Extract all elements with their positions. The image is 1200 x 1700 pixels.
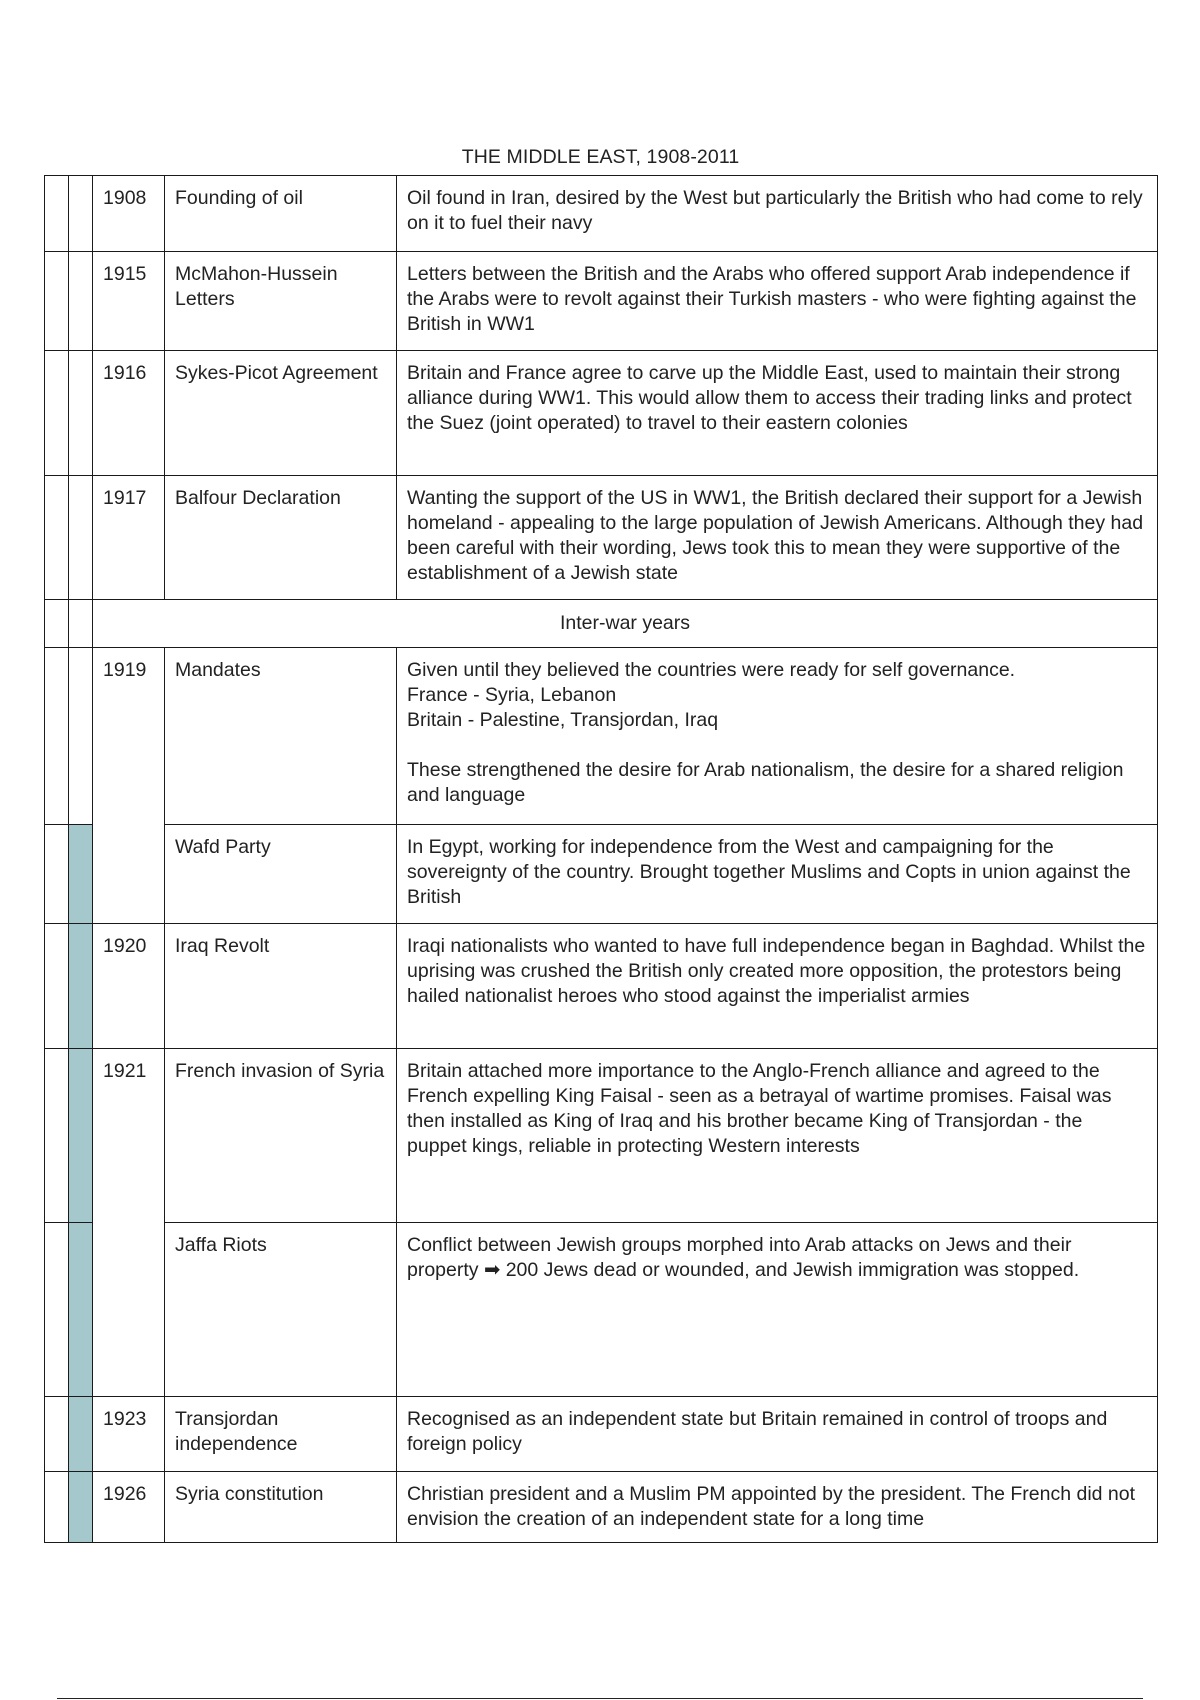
marker-cell	[69, 476, 93, 600]
description-cell: Iraqi nationalists who wanted to have full independence began in Baghdad. Whilst the uprising was crushed the British only created more opposition, the protestors being hailed nationalist heroes who stood against the imperialist armies	[397, 924, 1158, 1049]
table-row	[45, 1397, 1158, 1472]
event-cell: Mandates	[165, 648, 397, 825]
margin-cell	[45, 825, 69, 924]
marker-cell-highlighted	[69, 825, 93, 924]
table-row	[45, 1223, 1158, 1397]
marker-cell	[69, 252, 93, 351]
margin-cell	[45, 1472, 69, 1543]
margin-cell	[45, 600, 69, 648]
marker-cell	[69, 648, 93, 825]
year-cell: 1920	[93, 924, 165, 1049]
year-cell: 1917	[93, 476, 165, 600]
table-row	[45, 351, 1158, 476]
margin-cell	[45, 1223, 69, 1397]
paragraph-gap	[407, 733, 1147, 758]
margin-cell	[45, 176, 69, 252]
year-cell: 1916	[93, 351, 165, 476]
marker-cell-highlighted	[69, 1223, 93, 1397]
table-row	[45, 1049, 1158, 1223]
table-row	[45, 476, 1158, 600]
year-cell: 1921	[93, 1049, 165, 1397]
description-cell: Recognised as an independent state but Britain remained in control of troops and foreign policy	[397, 1397, 1158, 1472]
marker-cell	[69, 351, 93, 476]
margin-cell	[45, 924, 69, 1049]
event-cell: Founding of oil	[165, 176, 397, 252]
marker-cell	[69, 600, 93, 648]
description-cell: Wanting the support of the US in WW1, the British declared their support for a Jewish homeland - appealing to the large population of Jewish Americans. Although they had been careful with their wording, Jews took this to mean they were supportive of the establishment of a Jewish state	[397, 476, 1158, 600]
event-cell: Wafd Party	[165, 825, 397, 924]
description-cell: In Egypt, working for independence from the West and campaigning for the sovereignty of the country. Brought together Muslims and Copts in union against the British	[397, 825, 1158, 924]
margin-cell	[45, 351, 69, 476]
bottom-rule	[57, 1698, 1143, 1699]
description-line: Given until they believed the countries were ready for self governance.	[407, 659, 1016, 681]
event-cell: Iraq Revolt	[165, 924, 397, 1049]
document-title: THE MIDDLE EAST, 1908-2011	[461, 146, 740, 168]
event-cell: McMahon-Hussein Letters	[165, 252, 397, 351]
year-cell: 1919	[93, 648, 165, 924]
event-cell: Transjordan independence	[165, 1397, 397, 1472]
description-cell: Letters between the British and the Arabs who offered support Arab independence if the Arabs were to revolt against their Turkish masters - who were fighting against the British in WW1	[397, 252, 1158, 351]
table-row	[45, 1472, 1158, 1543]
description-cell: Britain attached more importance to the Anglo-French alliance and agreed to the French expelling King Faisal - seen as a betrayal of wartime promises. Faisal was then installed as King of Iraq and his brother became King of Transjordan - the puppet kings, reliable in protecting Western interests	[397, 1049, 1158, 1223]
event-cell: Sykes-Picot Agreement	[165, 351, 397, 476]
margin-cell	[45, 1397, 69, 1472]
table-row	[45, 648, 1158, 825]
table-row	[45, 924, 1158, 1049]
marker-cell-highlighted	[69, 1049, 93, 1223]
table-row	[45, 825, 1158, 924]
timeline-table	[44, 175, 1158, 1543]
marker-cell	[69, 176, 93, 252]
description-cell: Christian president and a Muslim PM appointed by the president. The French did not envision the creation of an independent state for a long time	[397, 1472, 1158, 1543]
description-line: These strengthened the desire for Arab nationalism, the desire for a shared religion and language	[407, 759, 1124, 806]
description-cell: Conflict between Jewish groups morphed into Arab attacks on Jews and their property ➡ 200 Jews dead or wounded, and Jewish immigration was stopped.	[397, 1223, 1158, 1397]
description-cell: Oil found in Iran, desired by the West but particularly the British who had come to rely on it to fuel their navy	[397, 176, 1158, 252]
event-cell: Syria constitution	[165, 1472, 397, 1543]
year-cell: 1926	[93, 1472, 165, 1543]
year-cell: 1915	[93, 252, 165, 351]
event-cell: French invasion of Syria	[165, 1049, 397, 1223]
year-cell: 1923	[93, 1397, 165, 1472]
section-label: Inter-war years	[93, 600, 1158, 648]
section-header-row	[45, 600, 1158, 648]
marker-cell-highlighted	[69, 1472, 93, 1543]
margin-cell	[45, 1049, 69, 1223]
event-cell: Balfour Declaration	[165, 476, 397, 600]
description-cell: Britain and France agree to carve up the Middle East, used to maintain their strong alliance during WW1. This would allow them to access their trading links and protect the Suez (joint operated) to travel to their eastern colonies	[397, 351, 1158, 476]
event-cell: Jaffa Riots	[165, 1223, 397, 1397]
marker-cell-highlighted	[69, 1397, 93, 1472]
table-row	[45, 176, 1158, 252]
margin-cell	[45, 252, 69, 351]
table-row	[45, 252, 1158, 351]
marker-cell-highlighted	[69, 924, 93, 1049]
description-line: France - Syria, Lebanon	[407, 684, 617, 706]
description-cell	[397, 648, 1158, 825]
margin-cell	[45, 648, 69, 825]
year-cell: 1908	[93, 176, 165, 252]
margin-cell	[45, 476, 69, 600]
description-line: Britain - Palestine, Transjordan, Iraq	[407, 709, 719, 731]
